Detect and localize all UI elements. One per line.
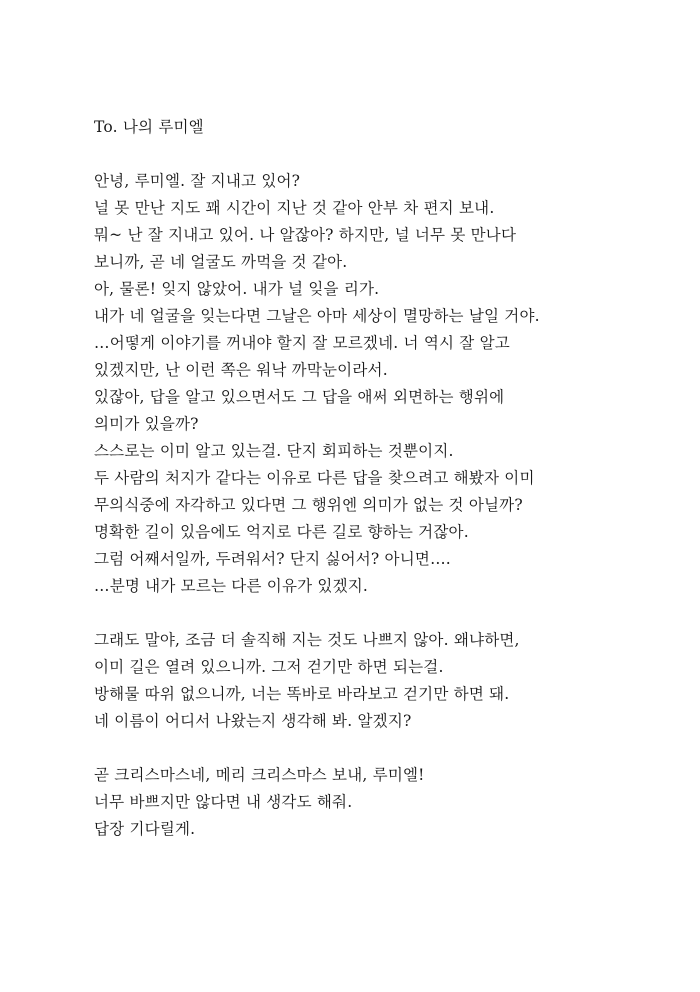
letter-body [94,114,614,843]
letter-line: 의미가 있을까? [94,415,199,433]
letter-line: 두 사람의 처지가 같다는 이유로 다른 답을 찾으려고 해봤자 이미 [94,469,535,487]
letter-line: 스스로는 이미 알고 있는걸. 단지 회피하는 것뿐이지. [94,442,454,460]
paragraph-1 [94,168,614,600]
letter-line: 그래도 말야, 조금 더 솔직해 지는 것도 나쁘지 않아. 왜냐하면, [94,631,520,649]
letter-line: 있잖아, 답을 알고 있으면서도 그 답을 애써 외면하는 행위에 [94,388,505,406]
letter-line: 답장 기다릴게. [94,820,196,838]
letter-line: 방해물 따위 없으니까, 너는 똑바로 바라보고 걷기만 하면 돼. [94,685,510,703]
paragraph-spacer [94,735,614,762]
paragraph-2 [94,627,614,735]
letter-line: …어떻게 이야기를 꺼내야 할지 잘 모르겠네. 너 역시 잘 알고 [94,334,510,352]
letter-line: 곧 크리스마스네, 메리 크리스마스 보내, 루미엘! [94,766,425,784]
letter-line: 있겠지만, 난 이런 쪽은 워낙 까막눈이라서. [94,361,388,379]
letter-line: 무의식중에 자각하고 있다면 그 행위엔 의미가 없는 것 아닐까? [94,496,523,514]
paragraph-3 [94,762,614,843]
letter-line: 그럼 어째서일까, 두려워서? 단지 싫어서? 아니면…. [94,550,451,568]
letter-line: 명확한 길이 있음에도 억지로 다른 길로 향하는 거잖아. [94,523,469,541]
letter-line: 보니까, 곧 네 얼굴도 까먹을 것 같아. [94,253,348,271]
letter-line: 아, 물론! 잊지 않았어. 내가 널 잊을 리가. [94,280,380,298]
letter-line: 널 못 만난 지도 꽤 시간이 지난 것 같아 안부 차 편지 보내. [94,199,495,217]
letter-line: 이미 길은 열려 있으니까. 그저 걷기만 하면 되는걸. [94,658,444,676]
paragraph-spacer [94,600,614,627]
letter-line: 내가 네 얼굴을 잊는다면 그날은 아마 세상이 멸망하는 날일 거야. [94,307,540,325]
letter-salutation: To. 나의 루미엘 [94,118,204,136]
letter-line: 뭐~ 난 잘 지내고 있어. 나 알잖아? 하지만, 널 너무 못 만나다 [94,226,517,244]
letter-line: 네 이름이 어디서 나왔는지 생각해 봐. 알겠지? [94,712,412,730]
letter-line: 너무 바쁘지만 않다면 내 생각도 해줘. [94,793,353,811]
letter-line: …분명 내가 모르는 다른 이유가 있겠지. [94,577,369,595]
letter-line: 안녕, 루미엘. 잘 지내고 있어? [94,172,301,190]
